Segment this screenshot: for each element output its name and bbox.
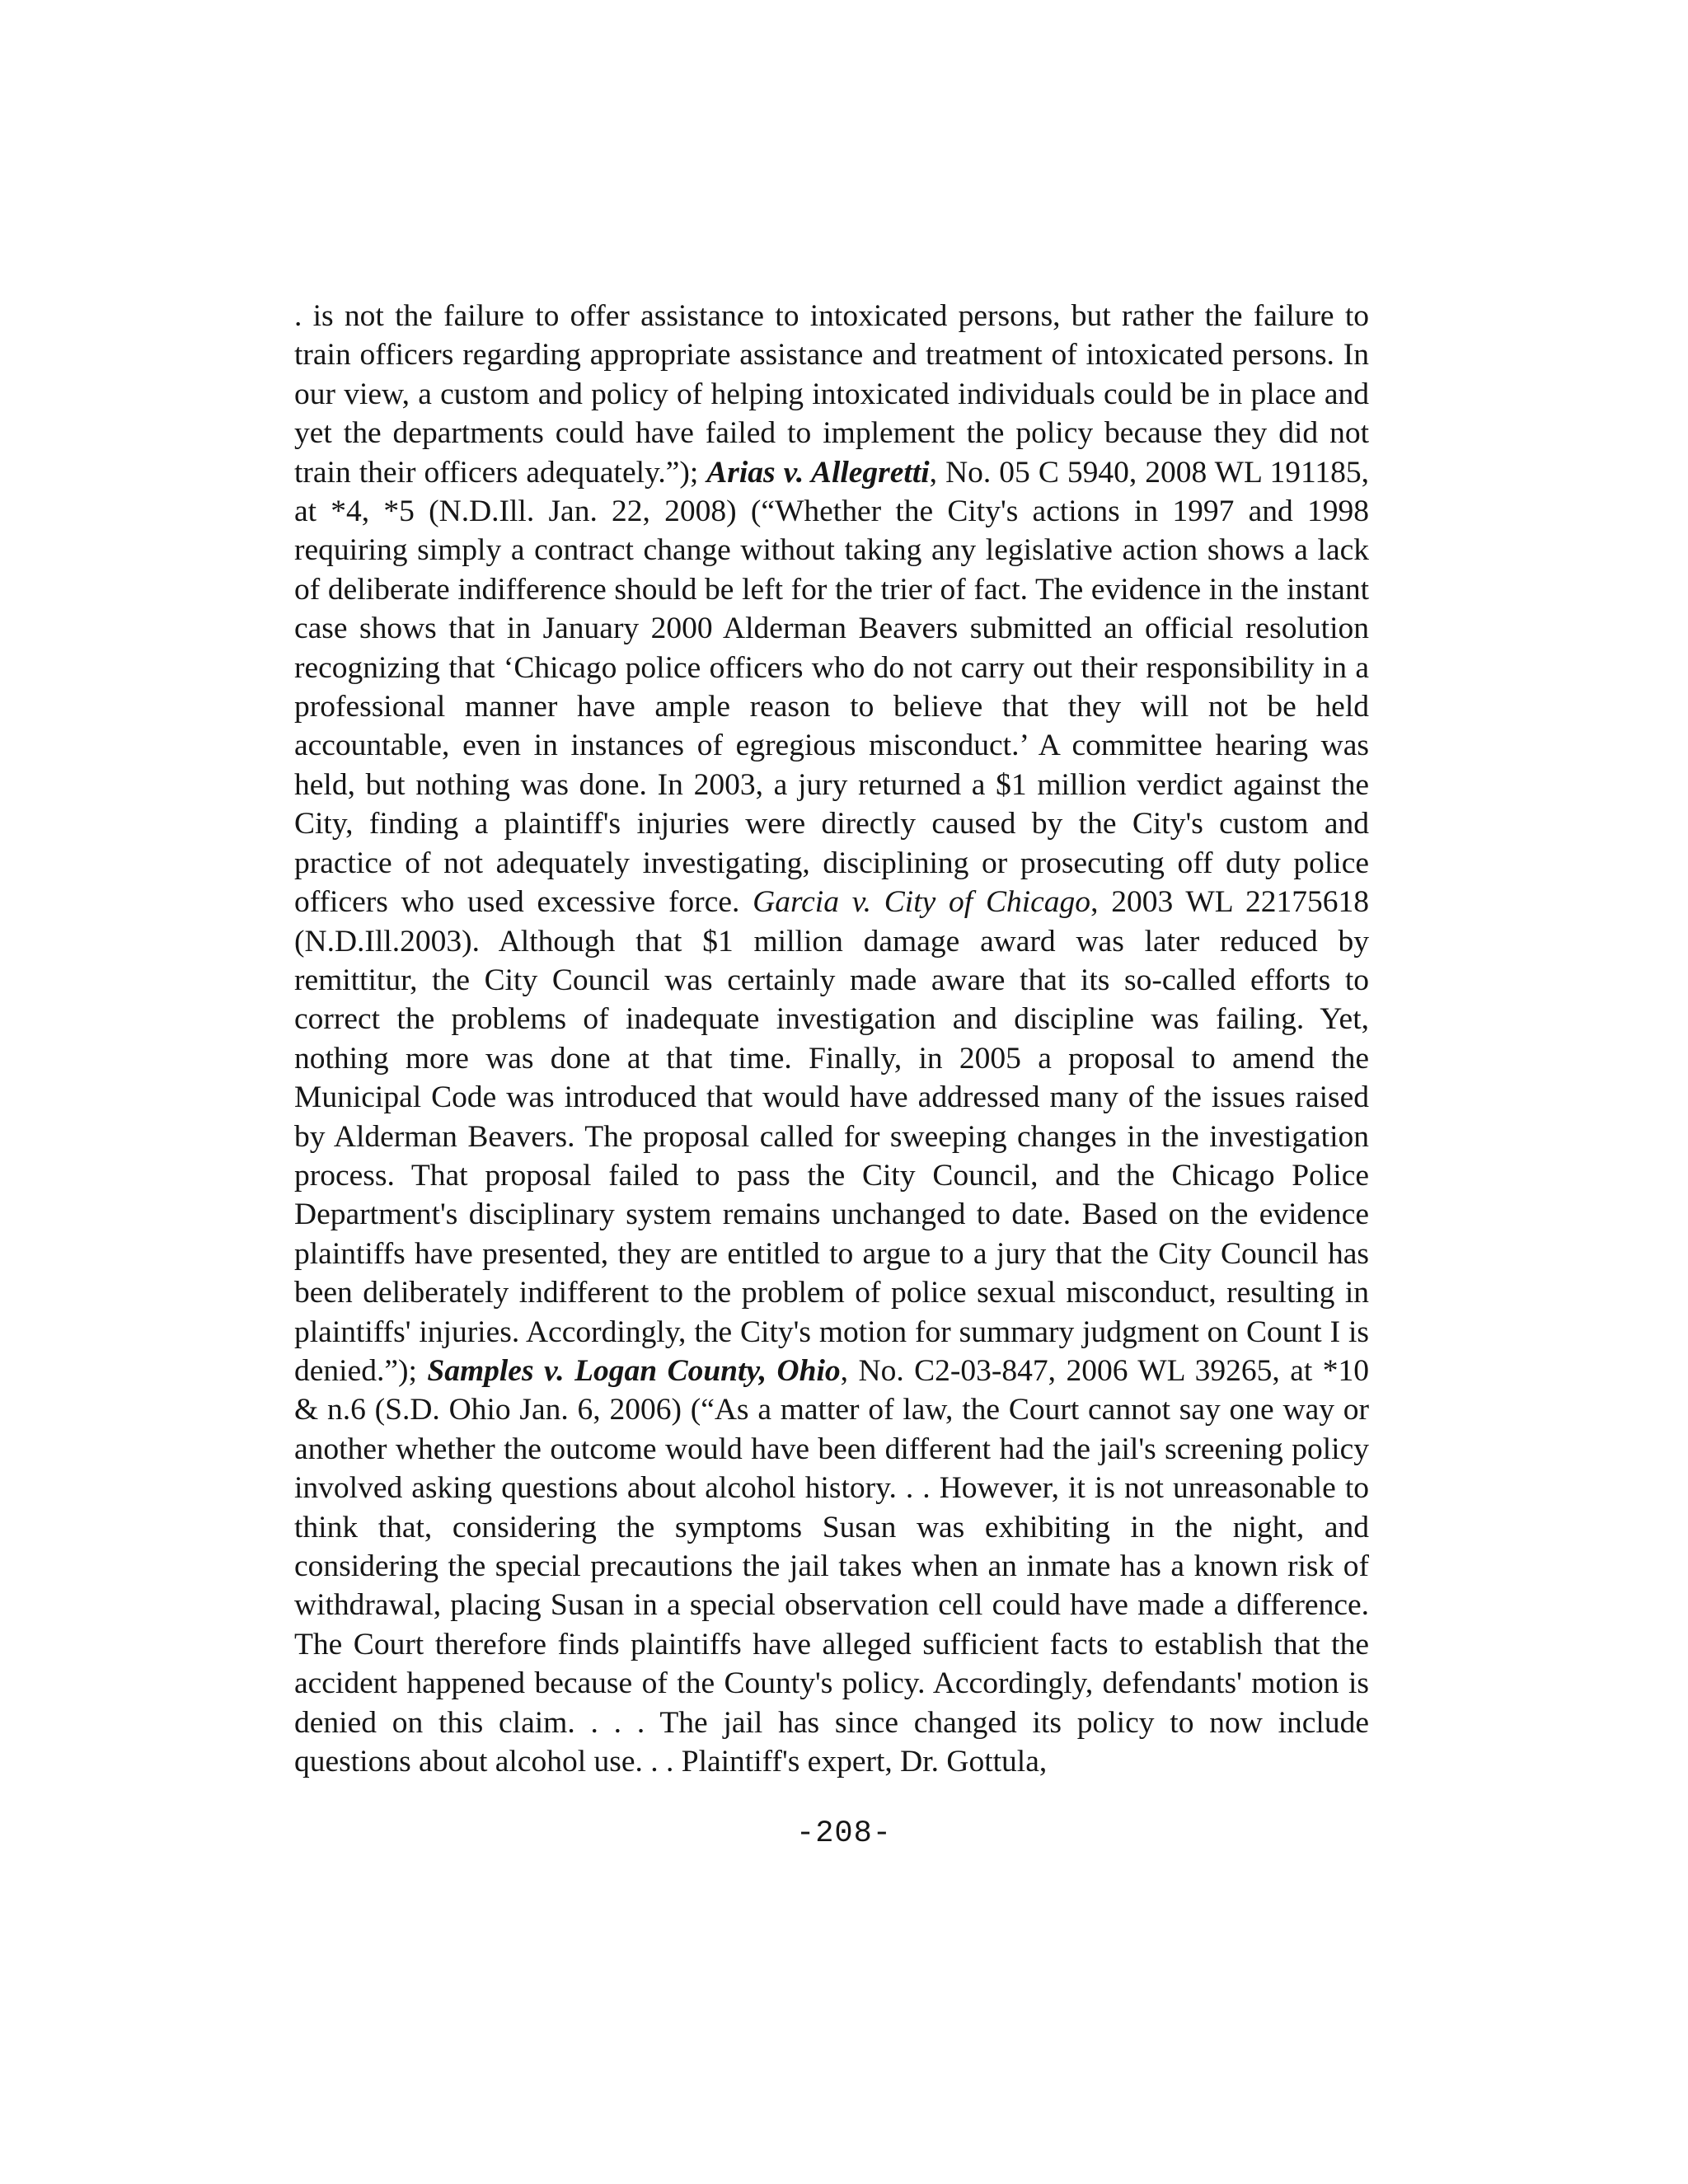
text-segment: , No. 05 C 5940, 2008 WL 191185, at *4, *5 (N.D.Ill. Jan. 22, 2008) (“Whether the City's actions in 1997 and 1998 requiring simply a contract change without taking any legislative action shows a lack of deliberate indifference should be left for the trier of fact. The evidence in the instant case shows that in January 2000 Alderman Beavers submitted an official resolution recognizing that ‘Chicago police officers who do not carry out their responsibility in a professional manner have ample reason to believe that they will not be held accountable, even in instances of egregious misconduct.’ A committee hearing was held, but nothing was done. In 2003, a jury returned a $1 million verdict against the City, finding a plaintiff's injuries were directly caused by the City's custom and practice of not adequately investigating, disciplining or prosecuting off duty police officers who used excessive force. — [294, 455, 1370, 920]
case-citation-garcia-v-city-of-chicago: Garcia v. City of Chicago — [753, 885, 1091, 920]
case-citation-samples-v-logan-county: Samples v. Logan County, Ohio — [427, 1353, 841, 1388]
case-citation-arias-v-allegretti: Arias v. Allegretti — [706, 455, 930, 490]
text-segment: , No. C2-03-847, 2006 WL 39265, at *10 & n.6 (S.D. Ohio Jan. 6, 2006) (“As a matter of law, the Court cannot say one way or another whether the outcome would have been different had the jail's screening policy involved asking questions about alcohol history. . . However, it is not unreasonable to think that, considering the symptoms Susan was exhibiting in the night, and considering the special precautions the jail takes when an inmate has a known risk of withdrawal, placing Susan in a special observation cell could have made a difference. The Court therefore finds plaintiffs have alleged sufficient facts to establish that the accident happened because of the County's policy. Accordingly, defendants' motion is denied on this claim. . . . The jail has since changed its policy to now include questions about alcohol use. . . Plaintiff's expert, Dr. Gottula, — [294, 1353, 1369, 1779]
page-number: -208- — [795, 1816, 893, 1851]
text-segment: , 2003 WL 22175618 (N.D.Ill.2003). Although that $1 million damage award was later reduced by remittitur, the City Council was certainly made aware that its so-called efforts to correct the problems of inadequate investigation and discipline was failing. Yet, nothing more was done at that time. Finally, in 2005 a proposal to amend the Municipal Code was introduced that would have addressed many of the issues raised by Alderman Beavers. The proposal called for sweeping changes in the investigation process. That proposal failed to pass the City Council, and the Chicago Police Department's disciplinary system remains unchanged to date. Based on the evidence plaintiffs have presented, they are entitled to argue to a jury that the City Council has been deliberately indifferent to the problem of police sexual misconduct, resulting in plaintiffs' injuries. Accordingly, the City's motion for summary judgment on Count I is denied.”); — [294, 885, 1370, 1388]
text-segment: . is not the failure to offer assistance to intoxicated persons, but rather the failure to train officers regarding appropriate assistance and treatment of intoxicated persons. In our view, a custom and policy of helping intoxicated individuals could be in place and yet the departments could have failed to implement the policy because they did not train their officers adequately.”); — [294, 299, 1369, 490]
body-paragraph — [294, 297, 1369, 1781]
